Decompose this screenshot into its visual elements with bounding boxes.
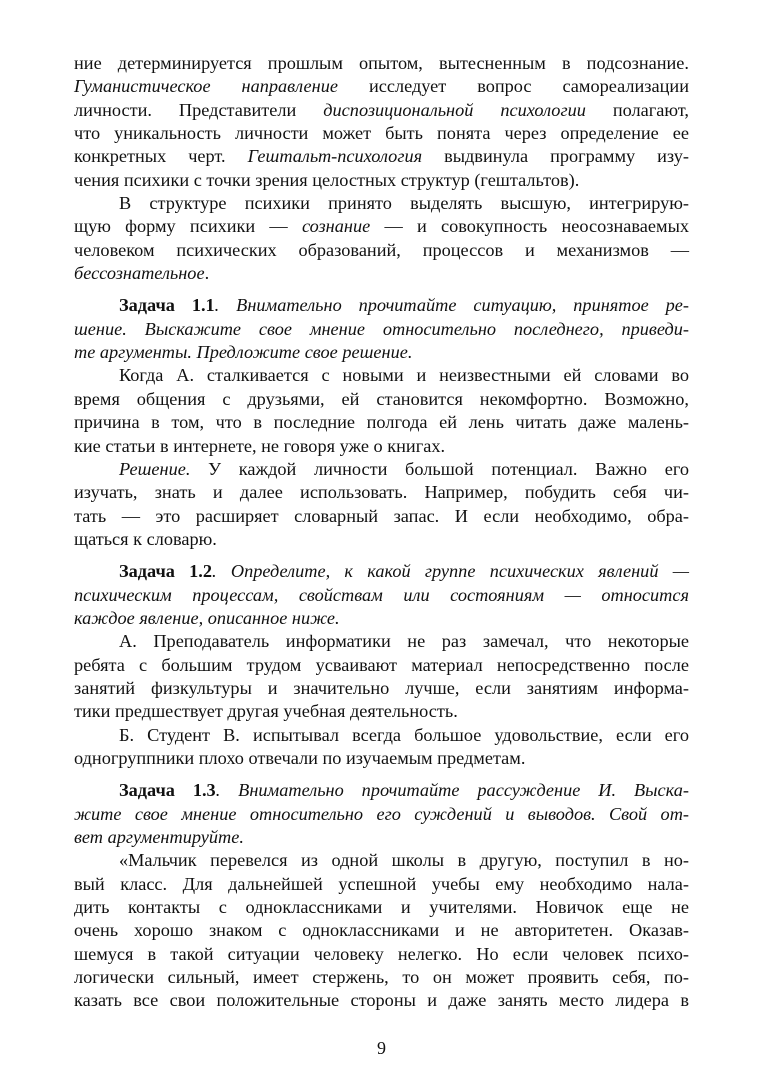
text-line: дить контакты с одноклассниками и учителями. Новичок еще не xyxy=(74,897,689,918)
text-line: каждое явление, описанное ниже. xyxy=(74,607,340,628)
text-line: Решение. У каждой личности большой потенциал. Важно его xyxy=(119,458,689,479)
task-1-heading: Задача 1.1. Внимательно прочитайте ситуацию, принятое ре- xyxy=(119,295,689,316)
task-3-heading: Задача 1.3. Внимательно прочитайте рассуждение И. Выска- xyxy=(119,780,689,801)
text-line: занятий физкультуры и значительно лучше, если занятиям информа- xyxy=(74,677,689,698)
humanistic-term: Гуманистическое направление xyxy=(74,76,338,97)
unconscious-term: бессознательное xyxy=(74,263,205,284)
task-3-label: Задача 1.3 xyxy=(119,780,216,801)
text-line: шение. Выскажите свое мнение относительно последнего, приведи- xyxy=(74,318,689,339)
text-line: одногруппники плохо отвечали по изучаемым предметам. xyxy=(74,747,526,768)
gestalt-term: Гештальт-психология xyxy=(247,146,423,167)
text-line: что уникальность личности может быть понята через определение ее xyxy=(74,123,689,144)
text-line: психическим процессам, свойствам или состояниям — относится xyxy=(74,584,689,605)
text-line: бессознательное. xyxy=(74,263,210,284)
solution-label: Решение. xyxy=(119,458,191,479)
text-line: А. Преподаватель информатики не раз замечал, что некоторые xyxy=(119,631,689,652)
dispositional-term: диспозициональной психологии xyxy=(323,99,586,120)
task-2-label: Задача 1.2 xyxy=(119,561,213,582)
text-line: вет аргументируйте. xyxy=(74,827,244,847)
text-line: очень хорошо знаком с одноклассниками и не авторитетен. Оказав- xyxy=(74,920,689,941)
text-line: ние детерминируется прошлым опытом, вытесненным в подсознание. xyxy=(74,53,689,73)
text-line: Б. Студент В. испытывал всегда большое удовольствие, если его xyxy=(119,724,689,745)
text-line: жите свое мнение относительно его суждений и выводов. Свой от- xyxy=(74,803,689,824)
text-line: изучать, знать и далее использовать. Например, побудить себя чи- xyxy=(74,482,689,503)
text-line: щаться к словарю. xyxy=(74,528,217,549)
text-line: «Мальчик перевелся из одной школы в другую, поступил в но- xyxy=(119,850,689,871)
text-line: кие статьи в интернете, не говоря уже о книгах. xyxy=(74,435,446,456)
consciousness-term: сознание xyxy=(301,216,371,237)
text-line: Когда А. сталкивается с новыми и неизвестными ей словами во xyxy=(119,365,689,386)
text-line: чения психики с точки зрения целостных структур (гештальтов). xyxy=(74,169,580,190)
text-line: вый класс. Для дальнейшей успешной учебы ему необходимо нала- xyxy=(74,873,689,894)
page-body xyxy=(74,52,689,1013)
text-line: причина в том, что в последние полгода ей лень читать даже малень- xyxy=(74,412,689,433)
text-line: ребята с большим трудом усваивают материал непосредственно после xyxy=(74,654,689,675)
text-line: те аргументы. Предложите свое решение. xyxy=(74,342,413,363)
text-line: шемуся в такой ситуации человеку нелегко. Но если человек психо- xyxy=(74,943,689,964)
text-line: конкретных черт. Гештальт-психология выдвинула программу изу- xyxy=(74,146,689,167)
text-line: казать все свои положительные стороны и даже занять место лидера в xyxy=(74,990,689,1011)
text-line: тать — это расширяет словарный запас. И если необходимо, обра- xyxy=(74,505,689,526)
task-1-label: Задача 1.1 xyxy=(119,295,215,316)
page-number: 9 xyxy=(377,1038,386,1058)
task-2-heading: Задача 1.2. Определите, к какой группе психических явлений — xyxy=(119,561,689,582)
text-line: человеком психических образований, процессов и механизмов — xyxy=(74,239,689,260)
text-line: Гуманистическое направление исследует вопрос самореализации xyxy=(74,76,689,97)
text-line: личности. Представители диспозициональной психологии полагают, xyxy=(74,99,689,120)
text-line: тики предшествует другая учебная деятельность. xyxy=(74,701,458,722)
text-line: щую форму психики — сознание — и совокупность неосознаваемых xyxy=(74,216,689,237)
text-line: логически сильный, имеет стержень, то он может проявить себя, по- xyxy=(74,967,689,988)
text-line: В структуре психики принято выделять высшую, интегрирую- xyxy=(119,193,689,214)
text-line: время общения с друзьями, ей становится некомфортно. Возможно, xyxy=(74,388,689,409)
